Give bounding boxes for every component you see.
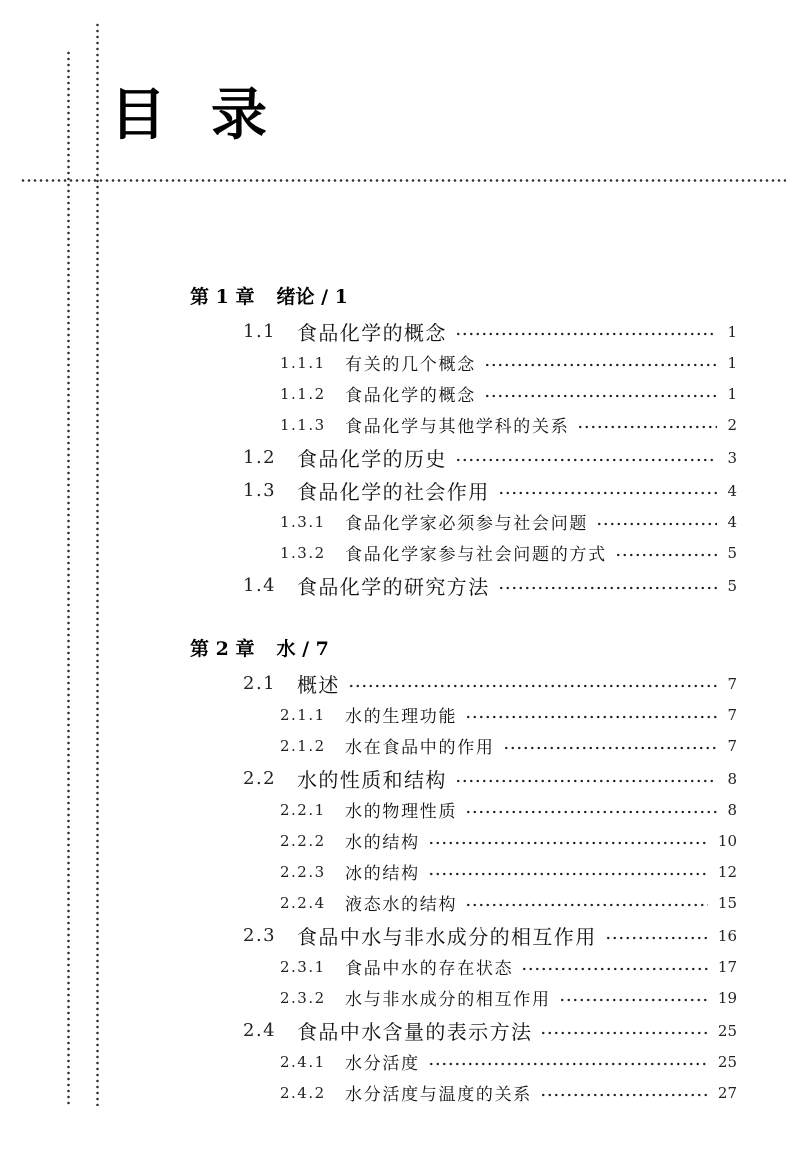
entry-number: 1.4 xyxy=(243,575,277,596)
entry-page-number: 5 xyxy=(727,543,737,562)
dot-leader xyxy=(615,552,718,558)
dot-leader xyxy=(503,745,718,751)
chapter-heading xyxy=(0,281,737,314)
entry-title: 水的结构 xyxy=(345,833,420,853)
dot-leader xyxy=(455,778,718,784)
dot-leader xyxy=(428,1061,708,1067)
entry-title: 水在食品中的作用 xyxy=(345,738,495,758)
entry-title: 冰的结构 xyxy=(345,864,420,884)
table-of-contents xyxy=(0,281,737,1108)
toc-section-entry xyxy=(0,475,737,506)
entry-title: 概述 xyxy=(297,673,340,697)
dot-leader xyxy=(596,521,717,527)
dot-leader xyxy=(498,585,718,591)
entry-number: 2.2.1 xyxy=(280,800,326,819)
entry-title: 水分活度 xyxy=(345,1054,420,1074)
entry-number: 1.3.1 xyxy=(280,512,326,531)
entry-page-number: 4 xyxy=(727,481,737,500)
toc-subsection-entry xyxy=(0,378,737,409)
toc-subsection-entry xyxy=(0,699,737,730)
toc-subsection-entry xyxy=(0,1046,737,1077)
horizontal-dotted-rule xyxy=(20,179,786,182)
entry-page-number: 7 xyxy=(727,674,737,693)
entry-number: 2.2.4 xyxy=(280,893,326,912)
entry-number: 2.2 xyxy=(243,768,277,789)
entry-page-number: 7 xyxy=(727,736,737,755)
entry-page-number: 1 xyxy=(727,322,737,341)
entry-page-number: 1 xyxy=(727,353,737,372)
entry-number: 1.3 xyxy=(243,480,277,501)
entry-number: 1.1.2 xyxy=(280,384,326,403)
toc-subsection-entry xyxy=(0,856,737,887)
toc-subsection-entry xyxy=(0,506,737,537)
toc-section-entry xyxy=(0,763,737,794)
entry-title: 食品化学家必须参与社会问题 xyxy=(345,514,589,534)
toc-subsection-entry xyxy=(0,409,737,440)
dot-leader xyxy=(455,331,718,337)
dot-leader xyxy=(540,1092,708,1098)
page-title-first-char: 目 xyxy=(110,83,166,148)
dot-leader xyxy=(455,457,718,463)
toc-subsection-entry xyxy=(0,347,737,378)
chapter-label: 第 1 章 xyxy=(190,286,255,308)
toc-subsection-entry xyxy=(0,951,737,982)
dot-leader xyxy=(484,393,718,399)
entry-number: 1.1 xyxy=(243,321,277,342)
entry-page-number: 8 xyxy=(727,800,737,819)
dot-leader xyxy=(428,871,708,877)
entry-page-number: 10 xyxy=(717,831,737,850)
entry-page-number: 17 xyxy=(717,957,737,976)
toc-section-entry xyxy=(0,1015,737,1046)
toc-section-entry xyxy=(0,668,737,699)
toc-subsection-entry xyxy=(0,537,737,568)
dot-leader xyxy=(498,490,718,496)
dot-leader xyxy=(428,840,708,846)
toc-section-entry xyxy=(0,920,737,951)
toc-section-entry xyxy=(0,570,737,601)
entry-page-number: 1 xyxy=(727,384,737,403)
entry-number: 1.3.2 xyxy=(280,543,326,562)
entry-title: 水分活度与温度的关系 xyxy=(345,1085,532,1105)
chapter-block xyxy=(0,633,737,1108)
entry-title: 食品化学的研究方法 xyxy=(297,575,490,599)
entry-title: 液态水的结构 xyxy=(345,895,458,915)
entry-title: 食品中水含量的表示方法 xyxy=(297,1020,533,1044)
toc-subsection-entry xyxy=(0,825,737,856)
entry-title: 水的生理功能 xyxy=(345,707,458,727)
entry-title: 水的性质和结构 xyxy=(297,768,447,792)
entry-page-number: 4 xyxy=(727,512,737,531)
entry-title: 食品化学的社会作用 xyxy=(297,480,490,504)
toc-subsection-entry xyxy=(0,982,737,1013)
entry-number: 1.1.1 xyxy=(280,353,326,372)
entry-page-number: 25 xyxy=(717,1052,737,1071)
entry-title: 食品化学的历史 xyxy=(297,447,447,471)
entry-number: 2.3.1 xyxy=(280,957,326,976)
entry-page-number: 16 xyxy=(717,926,737,945)
chapter-heading xyxy=(0,633,737,666)
dot-leader xyxy=(605,935,708,941)
entry-number: 1.2 xyxy=(243,447,277,468)
entry-page-number: 3 xyxy=(727,448,737,467)
entry-number: 1.1.3 xyxy=(280,415,326,434)
dot-leader xyxy=(484,362,718,368)
dot-leader xyxy=(577,424,717,430)
toc-subsection-entry xyxy=(0,730,737,761)
dot-leader xyxy=(465,714,717,720)
entry-number: 2.2.3 xyxy=(280,862,326,881)
chapter-label: 第 2 章 xyxy=(190,638,255,660)
entry-number: 2.1.2 xyxy=(280,736,326,755)
entry-number: 2.4.2 xyxy=(280,1083,326,1102)
entry-number: 2.1 xyxy=(243,673,277,694)
dot-leader xyxy=(559,997,708,1003)
chapter-block xyxy=(0,281,737,601)
entry-page-number: 25 xyxy=(717,1021,737,1040)
entry-number: 2.3.2 xyxy=(280,988,326,1007)
entry-title: 食品中水的存在状态 xyxy=(345,959,514,979)
entry-title: 食品化学家参与社会问题的方式 xyxy=(345,545,607,565)
toc-section-entry xyxy=(0,316,737,347)
entry-title: 食品化学与其他学科的关系 xyxy=(345,417,570,437)
entry-number: 2.4 xyxy=(243,1020,277,1041)
entry-page-number: 7 xyxy=(727,705,737,724)
toc-section-entry xyxy=(0,442,737,473)
entry-number: 2.3 xyxy=(243,925,277,946)
entry-title: 食品化学的概念 xyxy=(345,386,476,406)
entry-title: 食品化学的概念 xyxy=(297,321,447,345)
toc-subsection-entry xyxy=(0,887,737,918)
entry-number: 2.2.2 xyxy=(280,831,326,850)
page-title-second-char: 录 xyxy=(211,83,267,148)
chapter-title: 水 / 7 xyxy=(276,638,329,660)
entry-number: 2.4.1 xyxy=(280,1052,326,1071)
dot-leader xyxy=(540,1030,708,1036)
entry-page-number: 12 xyxy=(717,862,737,881)
chapter-title: 绪论 / 1 xyxy=(276,286,348,308)
toc-subsection-entry xyxy=(0,794,737,825)
dot-leader xyxy=(465,902,708,908)
dot-leader xyxy=(465,809,717,815)
entry-page-number: 2 xyxy=(727,415,737,434)
entry-title: 食品中水与非水成分的相互作用 xyxy=(297,925,597,949)
entry-page-number: 5 xyxy=(727,576,737,595)
entry-title: 水的物理性质 xyxy=(345,802,458,822)
entry-title: 水与非水成分的相互作用 xyxy=(345,990,551,1010)
entry-page-number: 27 xyxy=(717,1083,737,1102)
entry-number: 2.1.1 xyxy=(280,705,326,724)
entry-page-number: 15 xyxy=(717,893,737,912)
dot-leader xyxy=(521,966,708,972)
entry-title: 有关的几个概念 xyxy=(345,355,476,375)
entry-page-number: 8 xyxy=(727,769,737,788)
dot-leader xyxy=(348,683,718,689)
toc-subsection-entry xyxy=(0,1077,737,1108)
entry-page-number: 19 xyxy=(717,988,737,1007)
